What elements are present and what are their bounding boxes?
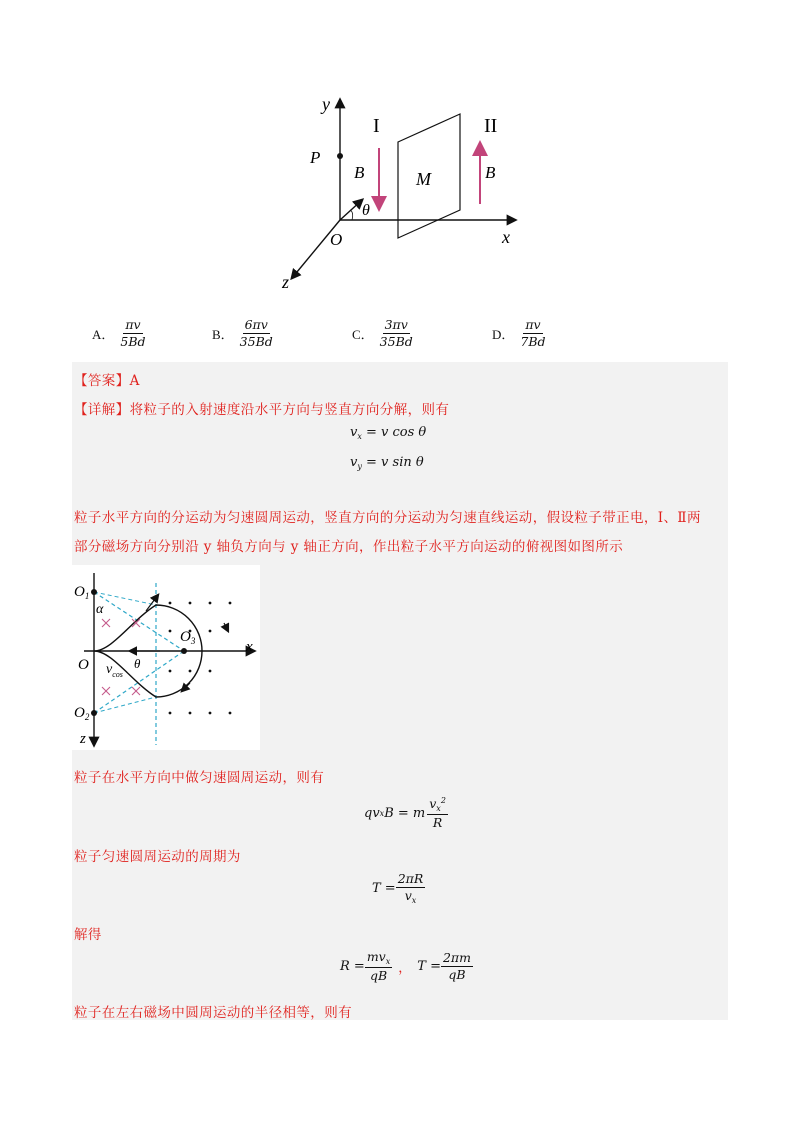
choice-b-label: B． — [212, 327, 234, 343]
point-p — [337, 153, 343, 159]
equation-radius-period: R = $\frac{mv_x}{qB}$ ， T = $\frac{2\pi m}{qB}$ — [340, 949, 472, 984]
point-o3 — [181, 648, 187, 654]
dot-mark — [169, 670, 172, 673]
label-o: O — [78, 657, 89, 673]
paragraph-line-1: 粒子水平方向的分运动为匀速圆周运动，竖直方向的分运动为匀速直线运动，假设粒子带正电，Ⅰ、Ⅱ两 — [74, 510, 701, 526]
label-p: P — [310, 148, 321, 167]
label-theta-2: θ — [134, 656, 141, 671]
coordinate-diagram — [270, 88, 540, 298]
choice-d-label: D． — [492, 327, 515, 343]
label-theta: θ — [362, 202, 370, 219]
equation-force: qv x B = m $\frac{v_x^2}{R}$ — [364, 796, 446, 831]
dot-mark — [209, 670, 212, 673]
dot-mark — [169, 712, 172, 715]
choice-a — [92, 318, 146, 350]
label-z-2: z — [80, 731, 86, 747]
line-uniform-motion: 粒子在水平方向中做匀速圆周运动，则有 — [74, 770, 325, 786]
choice-c — [352, 318, 413, 350]
detail-line — [74, 398, 449, 418]
dot-mark — [209, 602, 212, 605]
choice-b-fraction: $\frac{6\pi v}{35Bd}$ — [239, 317, 273, 350]
dot-mark — [189, 712, 192, 715]
label-b-left: B — [354, 163, 365, 182]
z-axis — [292, 220, 343, 278]
velocity-arrow — [340, 200, 362, 220]
label-x: x — [502, 227, 510, 247]
equation-period: T = $\frac{2\pi R}{v_x}$ — [372, 871, 424, 906]
label-alpha: α — [96, 602, 104, 617]
point-o1 — [91, 589, 97, 595]
choice-d-fraction: $\frac{\pi v}{7Bd}$ — [520, 317, 546, 350]
dot-mark — [189, 602, 192, 605]
field-out-of-page-marks — [169, 602, 232, 715]
label-region-i: I — [373, 115, 380, 137]
theta-arc — [350, 210, 353, 220]
dot-mark — [229, 602, 232, 605]
choice-a-label: A． — [92, 327, 115, 343]
line-solve: 解得 — [74, 927, 102, 943]
dot-mark — [229, 712, 232, 715]
label-b-right: B — [485, 163, 496, 182]
answer-line — [74, 369, 140, 389]
dot-mark — [169, 602, 172, 605]
choice-c-fraction: $\frac{3\pi v}{35Bd}$ — [379, 317, 413, 350]
choice-c-label: C． — [352, 327, 374, 343]
label-x-2: x — [246, 639, 253, 655]
point-o2 — [91, 710, 97, 716]
top-view-diagram — [72, 565, 260, 750]
dot-mark — [169, 630, 172, 633]
choice-b — [212, 318, 273, 350]
dot-mark — [209, 712, 212, 715]
choice-a-fraction: $\frac{\pi v}{5Bd}$ — [120, 317, 146, 350]
label-o1: $O_1$ — [74, 584, 90, 601]
trajectory-arrow-lower — [182, 683, 190, 691]
answer-value: A — [129, 373, 140, 389]
label-region-ii: II — [484, 115, 498, 137]
detail-tag: 【详解】 — [74, 402, 130, 418]
label-o3: $O_3$ — [180, 629, 196, 646]
equation-vy: $v_y = v$ sin θ — [350, 455, 424, 471]
dot-mark — [189, 670, 192, 673]
trajectory-arrow-upper — [146, 595, 158, 611]
dashed-tangent-lower — [94, 697, 156, 713]
detail-intro: 将粒子的入射速度沿水平方向与竖直方向分解，则有 — [129, 402, 450, 418]
label-o2: $O_2$ — [74, 705, 90, 722]
label-o: O — [330, 230, 343, 249]
trajectory-arrow-right — [224, 623, 228, 631]
equation-vx: $v_x = v$ cos θ — [350, 425, 427, 441]
label-y: y — [322, 94, 330, 114]
choice-d — [492, 318, 546, 350]
paragraph-line-2: 部分磁场方向分别沿 y 轴负方向与 y 轴正方向，作出粒子水平方向运动的俯视图如图所示 — [74, 539, 624, 555]
dot-mark — [209, 630, 212, 633]
line-last: 粒子在左右磁场中圆周运动的半径相等，则有 — [74, 1005, 352, 1021]
label-z: z — [282, 272, 290, 292]
label-m: M — [416, 169, 431, 189]
line-period: 粒子匀速圆周运动的周期为 — [74, 849, 241, 865]
answer-tag: 【答案】 — [74, 373, 130, 389]
label-v: $v_{cos}$ — [106, 662, 123, 679]
